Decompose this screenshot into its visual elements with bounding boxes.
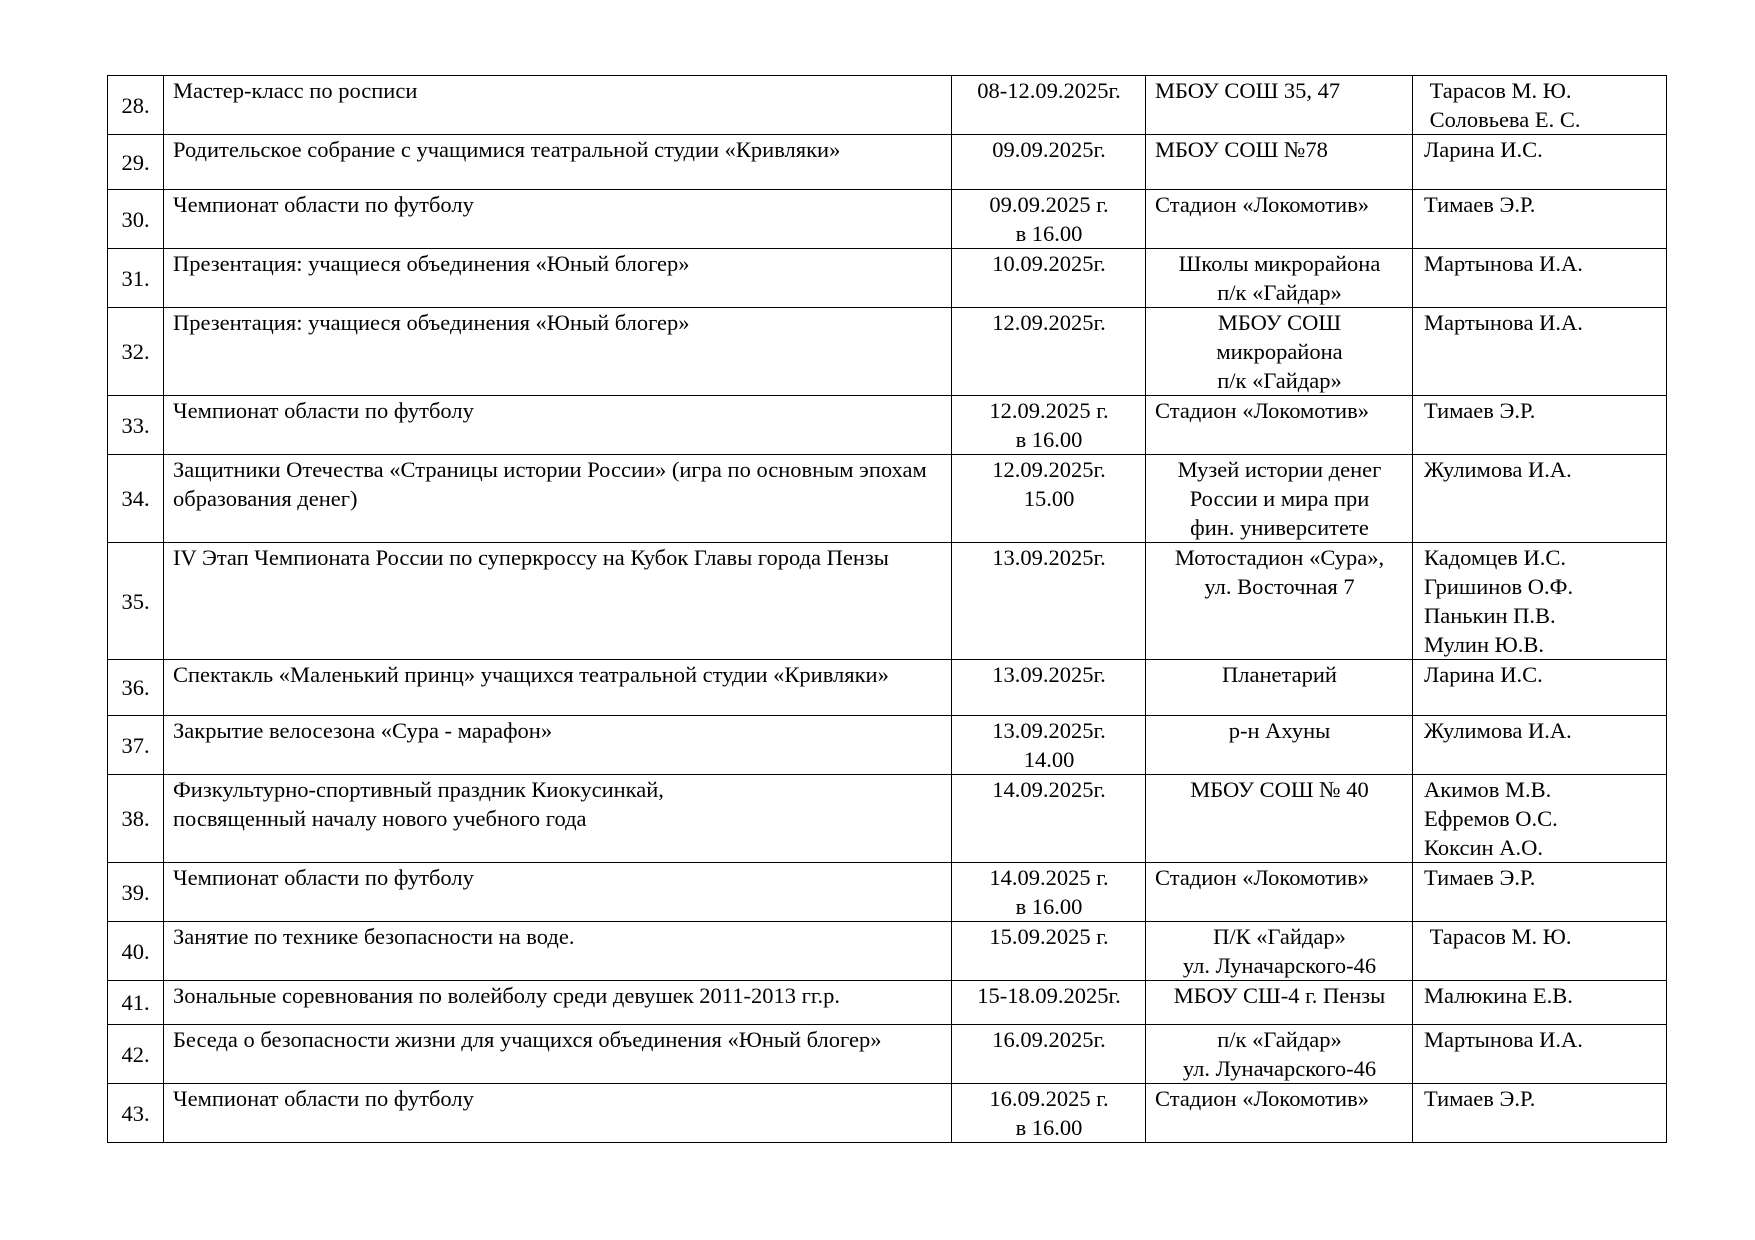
- event-name: [164, 543, 952, 660]
- event-place: [1146, 922, 1413, 981]
- event-date: [952, 1025, 1146, 1084]
- event-place-line: МБОУ СОШ 35, 47: [1155, 78, 1341, 103]
- row-number: 38.: [108, 775, 164, 863]
- row-number: 31.: [108, 249, 164, 308]
- event-date-line: 16.09.2025 г.: [989, 1086, 1109, 1111]
- event-name: [164, 716, 952, 775]
- responsible-person-line: Гришинов О.Ф.: [1424, 574, 1574, 599]
- event-text: Занятие по технике безопасности на воде.: [173, 924, 575, 949]
- event-text: Зональные соревнования по волейболу среди девушек 2011-2013 гг.р.: [173, 983, 841, 1008]
- responsible-person: [1413, 308, 1667, 396]
- event-text: Презентация: учащиеся объединения «Юный блогер»: [173, 310, 690, 335]
- row-number: 37.: [108, 716, 164, 775]
- event-date-line: 14.09.2025 г.: [989, 865, 1109, 890]
- responsible-person-line: Ларина И.С.: [1424, 137, 1543, 162]
- event-name: [164, 396, 952, 455]
- responsible-person: [1413, 396, 1667, 455]
- event-date: [952, 863, 1146, 922]
- event-date: [952, 76, 1146, 135]
- event-date: [952, 308, 1146, 396]
- row-number: 41.: [108, 981, 164, 1025]
- responsible-person: [1413, 863, 1667, 922]
- responsible-person: [1413, 543, 1667, 660]
- event-text: Защитники Отечества «Страницы истории России» (игра по основным эпохам образования денег): [173, 457, 927, 511]
- event-name: [164, 76, 952, 135]
- event-place-line: ул. Луначарского-46: [1182, 953, 1377, 978]
- event-name: [164, 863, 952, 922]
- row-number: 43.: [108, 1084, 164, 1143]
- event-date-line: 09.09.2025г.: [992, 137, 1106, 162]
- row-number: 28.: [108, 76, 164, 135]
- row-number: 30.: [108, 190, 164, 249]
- event-place-line: МБОУ СОШ №78: [1155, 137, 1328, 162]
- event-place-line: Школы микрорайона: [1178, 251, 1381, 276]
- event-place-line: ул. Луначарского-46: [1182, 1056, 1377, 1081]
- event-date: [952, 922, 1146, 981]
- event-name: [164, 190, 952, 249]
- event-date: [952, 190, 1146, 249]
- event-name: [164, 455, 952, 543]
- event-place-line: МБОУ СШ-4 г. Пензы: [1173, 983, 1386, 1008]
- event-name: [164, 135, 952, 190]
- event-place: [1146, 455, 1413, 543]
- event-date: [952, 396, 1146, 455]
- responsible-person-line: Мулин Ю.В.: [1424, 632, 1545, 657]
- event-place: [1146, 543, 1413, 660]
- responsible-person-line: Кадомцев И.С.: [1424, 545, 1566, 570]
- event-name: [164, 922, 952, 981]
- event-name: [164, 660, 952, 716]
- event-name: [164, 1025, 952, 1084]
- event-date-line: 14.09.2025г.: [992, 777, 1106, 802]
- responsible-person: [1413, 135, 1667, 190]
- responsible-person: [1413, 922, 1667, 981]
- event-place: [1146, 863, 1413, 922]
- responsible-person: [1413, 76, 1667, 135]
- responsible-person-line: Мартынова И.А.: [1424, 310, 1583, 335]
- responsible-person-line: Ефремов О.С.: [1424, 806, 1558, 831]
- responsible-person: [1413, 716, 1667, 775]
- event-place-line: Планетарий: [1222, 662, 1337, 687]
- row-number: 29.: [108, 135, 164, 190]
- event-place: [1146, 775, 1413, 863]
- event-date: [952, 543, 1146, 660]
- event-place-line: П/К «Гайдар»: [1213, 924, 1346, 949]
- row-number: 33.: [108, 396, 164, 455]
- responsible-person-line: Тимаев Э.Р.: [1424, 192, 1536, 217]
- event-place-line: Стадион «Локомотив»: [1155, 1086, 1369, 1111]
- row-number: 36.: [108, 660, 164, 716]
- table-row: [108, 922, 1667, 981]
- event-date-line: 09.09.2025 г.: [989, 192, 1109, 217]
- event-date: [952, 135, 1146, 190]
- event-date-line: 10.09.2025г.: [992, 251, 1106, 276]
- event-place-line: России и мира при: [1189, 486, 1370, 511]
- responsible-person: [1413, 1084, 1667, 1143]
- responsible-person: [1413, 190, 1667, 249]
- table-row: [108, 455, 1667, 543]
- event-text: Чемпионат области по футболу: [173, 1086, 474, 1111]
- event-date-line: 13.09.2025г.: [992, 718, 1106, 743]
- responsible-person: [1413, 981, 1667, 1025]
- schedule-table: [107, 75, 1667, 1143]
- responsible-person-line: Коксин А.О.: [1424, 835, 1543, 860]
- event-place-line: Стадион «Локомотив»: [1155, 865, 1369, 890]
- event-date-line: в 16.00: [1015, 427, 1083, 452]
- event-place-line: Стадион «Локомотив»: [1155, 398, 1369, 423]
- event-name: [164, 981, 952, 1025]
- table-row: [108, 543, 1667, 660]
- event-place-line: п/к «Гайдар»: [1217, 1027, 1342, 1052]
- event-place: [1146, 981, 1413, 1025]
- table-row: [108, 190, 1667, 249]
- event-date: [952, 716, 1146, 775]
- event-date: [952, 1084, 1146, 1143]
- event-date-line: в 16.00: [1015, 1115, 1083, 1140]
- schedule-rows: [108, 76, 1667, 1143]
- responsible-person-line: Тарасов М. Ю.: [1424, 78, 1572, 103]
- event-place: [1146, 249, 1413, 308]
- event-date-line: в 16.00: [1015, 221, 1083, 246]
- responsible-person-line: Жулимова И.А.: [1424, 718, 1572, 743]
- event-date-line: в 16.00: [1015, 894, 1083, 919]
- event-date-line: 15.00: [1023, 486, 1075, 511]
- table-row: [108, 396, 1667, 455]
- responsible-person-line: Мартынова И.А.: [1424, 1027, 1583, 1052]
- event-text: Спектакль «Маленький принц» учащихся театральной студии «Кривляки»: [173, 662, 889, 687]
- table-row: [108, 1084, 1667, 1143]
- event-place-line: Музей истории денег: [1177, 457, 1382, 482]
- responsible-person-line: Соловьева Е. С.: [1424, 107, 1581, 132]
- event-text: Физкультурно-спортивный праздник Киокусинкай, посвященный началу нового учебного года: [173, 777, 664, 831]
- event-date-line: 12.09.2025 г.: [989, 398, 1109, 423]
- row-number: 35.: [108, 543, 164, 660]
- event-text: Закрытие велосезона «Сура - марафон»: [173, 718, 553, 743]
- event-place-line: п/к «Гайдар»: [1217, 280, 1342, 305]
- event-place-line: р-н Ахуны: [1228, 718, 1331, 743]
- event-text: Мастер-класс по росписи: [173, 78, 418, 103]
- event-date-line: 15-18.09.2025г.: [977, 983, 1121, 1008]
- responsible-person-line: Тимаев Э.Р.: [1424, 1086, 1536, 1111]
- event-date-line: 12.09.2025г.: [992, 310, 1106, 335]
- event-place-line: Стадион «Локомотив»: [1155, 192, 1369, 217]
- event-text: Родительское собрание с учащимися театральной студии «Кривляки»: [173, 137, 841, 162]
- event-place-line: МБОУ СОШ: [1217, 310, 1342, 335]
- responsible-person-line: Ларина И.С.: [1424, 662, 1543, 687]
- event-place-line: микрорайона: [1216, 339, 1343, 364]
- event-text: Чемпионат области по футболу: [173, 865, 474, 890]
- event-place: [1146, 190, 1413, 249]
- event-date: [952, 981, 1146, 1025]
- event-place-line: ул. Восточная 7: [1204, 574, 1355, 599]
- event-date-line: 12.09.2025г.: [992, 457, 1106, 482]
- event-text: Презентация: учащиеся объединения «Юный блогер»: [173, 251, 690, 276]
- responsible-person: [1413, 455, 1667, 543]
- event-name: [164, 308, 952, 396]
- responsible-person-line: Тимаев Э.Р.: [1424, 865, 1536, 890]
- event-place: [1146, 1084, 1413, 1143]
- event-place: [1146, 396, 1413, 455]
- event-place: [1146, 716, 1413, 775]
- event-date: [952, 775, 1146, 863]
- responsible-person-line: Малюкина Е.В.: [1424, 983, 1573, 1008]
- responsible-person: [1413, 775, 1667, 863]
- event-date-line: 13.09.2025г.: [992, 545, 1106, 570]
- event-date: [952, 249, 1146, 308]
- responsible-person: [1413, 249, 1667, 308]
- event-place: [1146, 308, 1413, 396]
- event-text: IV Этап Чемпионата России по суперкроссу на Кубок Главы города Пензы: [173, 545, 889, 570]
- event-text: Чемпионат области по футболу: [173, 192, 474, 217]
- table-row: [108, 249, 1667, 308]
- row-number: 40.: [108, 922, 164, 981]
- event-date: [952, 455, 1146, 543]
- responsible-person-line: Тарасов М. Ю.: [1424, 924, 1572, 949]
- event-place-line: п/к «Гайдар»: [1217, 368, 1342, 393]
- event-place-line: фин. университете: [1190, 515, 1369, 540]
- table-row: [108, 76, 1667, 135]
- event-place: [1146, 1025, 1413, 1084]
- event-date-line: 08-12.09.2025г.: [977, 78, 1121, 103]
- event-date-line: 15.09.2025 г.: [989, 924, 1109, 949]
- responsible-person-line: Мартынова И.А.: [1424, 251, 1583, 276]
- table-row: [108, 1025, 1667, 1084]
- event-name: [164, 775, 952, 863]
- responsible-person-line: Тимаев Э.Р.: [1424, 398, 1536, 423]
- event-text: Чемпионат области по футболу: [173, 398, 474, 423]
- table-row: [108, 863, 1667, 922]
- event-date-line: 16.09.2025г.: [992, 1027, 1106, 1052]
- event-place: [1146, 135, 1413, 190]
- responsible-person: [1413, 1025, 1667, 1084]
- table-row: [108, 716, 1667, 775]
- row-number: 34.: [108, 455, 164, 543]
- event-date: [952, 660, 1146, 716]
- event-date-line: 14.00: [1023, 747, 1075, 772]
- table-row: [108, 981, 1667, 1025]
- table-row: [108, 135, 1667, 190]
- table-row: [108, 660, 1667, 716]
- table-row: [108, 775, 1667, 863]
- responsible-person-line: Акимов М.В.: [1424, 777, 1552, 802]
- row-number: 42.: [108, 1025, 164, 1084]
- event-name: [164, 1084, 952, 1143]
- responsible-person: [1413, 660, 1667, 716]
- event-date-line: 13.09.2025г.: [992, 662, 1106, 687]
- event-text: Беседа о безопасности жизни для учащихся объединения «Юный блогер»: [173, 1027, 882, 1052]
- event-name: [164, 249, 952, 308]
- event-place-line: Мотостадион «Сура»,: [1174, 545, 1385, 570]
- event-place: [1146, 660, 1413, 716]
- table-row: [108, 308, 1667, 396]
- event-place: [1146, 76, 1413, 135]
- row-number: 32.: [108, 308, 164, 396]
- responsible-person-line: Панькин П.В.: [1424, 603, 1556, 628]
- event-place-line: МБОУ СОШ № 40: [1190, 777, 1369, 802]
- row-number: 39.: [108, 863, 164, 922]
- responsible-person-line: Жулимова И.А.: [1424, 457, 1572, 482]
